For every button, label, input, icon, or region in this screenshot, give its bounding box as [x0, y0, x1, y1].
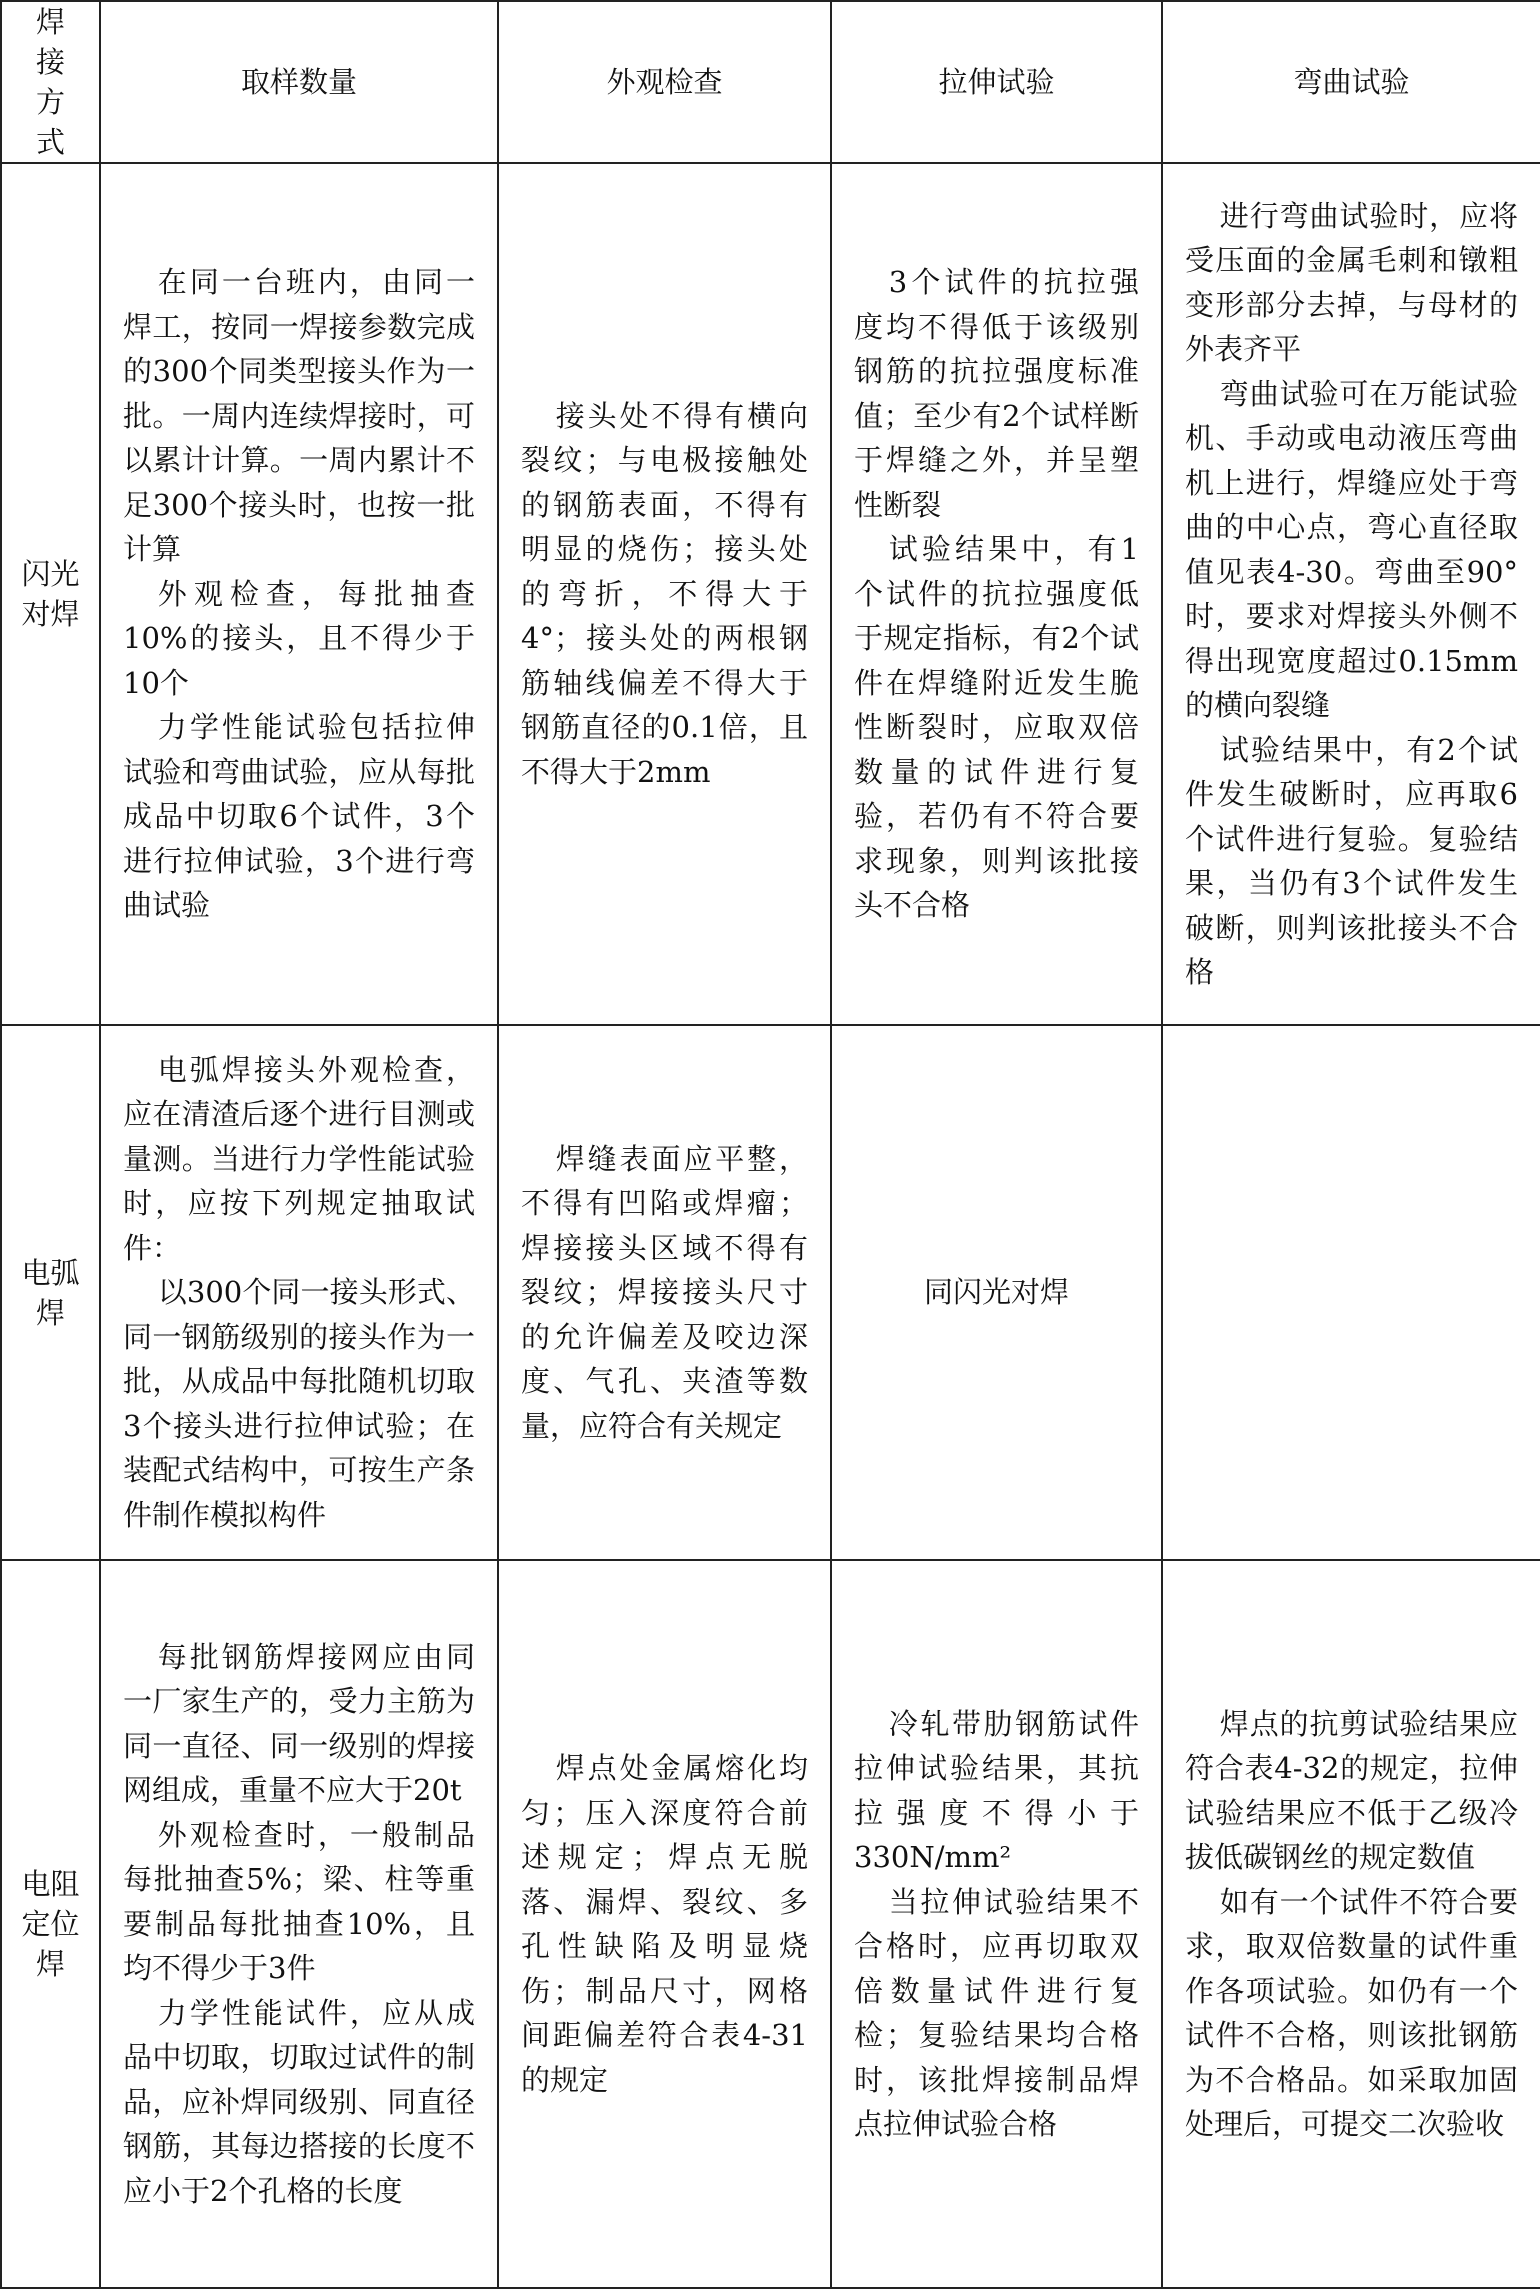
header-sampling: 取样数量 — [100, 1, 498, 163]
paragraph: 试验结果中，有2个试件发生破断时，应再取6个试件进行复验。复验结果，当仍有3个试件发生破断，则判该批接头不合格 — [1185, 732, 1518, 989]
paragraph: 当拉伸试验结果不合格时，应再切取双倍数量试件进行复检；复验结果均合格时，该批焊接制品焊点拉伸试验合格 — [854, 1884, 1139, 2141]
tensile-cell-resist — [831, 1560, 1162, 2288]
paragraph: 外观检查时，一般制品每批抽查5%；梁、柱等重要制品每批抽查10%，且均不得少于3件 — [123, 1817, 475, 1986]
paragraph: 在同一台班内，由同一焊工，按同一焊接参数完成的300个同类型接头作为一批。一周内连续焊接时，可以累计计算。一周内累计不足300个接头时，也按一批计算 — [123, 265, 475, 567]
method-cell-flash — [1, 163, 100, 1025]
paragraph: 力学性能试验包括拉伸试验和弯曲试验，应从每批成品中切取6个试件，3个进行拉伸试验，3个进行弯曲试验 — [123, 710, 475, 923]
method-arc-line2: 焊 — [35, 1295, 65, 1330]
tensile-cell-arc — [831, 1025, 1162, 1560]
paragraph: 同闪光对焊 — [923, 1275, 1069, 1310]
paragraph: 力学性能试件，应从成品中切取，切取过试件的制品，应补焊同级别、同直径钢筋，其每边搭接的长度不应小于2个孔格的长度 — [123, 1995, 475, 2208]
tensile-cell-flash — [831, 163, 1162, 1025]
paragraph: 焊缝表面应平整，不得有凹陷或焊瘤；焊接接头区域不得有裂纹；焊接接头尺寸的允许偏差及咬边深度、气孔、夹渣等数量，应符合有关规定 — [521, 1141, 808, 1443]
method-resist-line3: 焊 — [35, 1947, 65, 1981]
header-method-line2: 方式 — [35, 85, 65, 159]
appearance-cell-resist — [498, 1560, 831, 2288]
appearance-cell-arc — [498, 1025, 831, 1560]
sampling-cell-arc — [100, 1025, 498, 1560]
header-appearance: 外观检查 — [498, 1, 831, 163]
row-resistance-spot-welding — [1, 1560, 1540, 2288]
bending-cell-flash — [1162, 163, 1540, 1025]
paragraph: 冷轧带肋钢筋试件拉伸试验结果，其抗拉强度不得小于330N/mm² — [854, 1706, 1139, 1874]
row-flash-butt-welding — [1, 163, 1540, 1025]
header-bending: 弯曲试验 — [1162, 1, 1540, 163]
sampling-cell-resist — [100, 1560, 498, 2288]
method-arc-line1: 电弧 — [21, 1255, 80, 1290]
paragraph: 如有一个试件不符合要求，取双倍数量的试件重作各项试验。如仍有一个试件不合格，则该批钢筋为不合格品。如采取加固处理后，可提交二次验收 — [1185, 1884, 1518, 2141]
method-cell-arc — [1, 1025, 100, 1560]
appearance-cell-flash — [498, 163, 831, 1025]
method-resist-line1: 电阻 — [21, 1867, 80, 1901]
method-flash-line1: 闪光 — [21, 557, 80, 591]
row-arc-welding — [1, 1025, 1540, 1560]
paragraph: 外观检查，每批抽查10%的接头，且不得少于10个 — [123, 576, 475, 700]
bending-cell-resist — [1162, 1560, 1540, 2288]
header-method-line1: 焊接 — [35, 5, 65, 79]
paragraph: 电弧焊接头外观检查，应在清渣后逐个进行目测或量测。当进行力学性能试验时，应按下列规定抽取试件： — [123, 1052, 475, 1265]
header-method — [1, 1, 100, 163]
paragraph: 3个试件的抗拉强度均不得低于该级别钢筋的抗拉强度标准值；至少有2个试样断于焊缝之外，并呈塑性断裂 — [854, 265, 1139, 522]
sampling-cell-flash — [100, 163, 498, 1025]
paragraph: 焊点的抗剪试验结果应符合表4-32的规定，拉伸试验结果应不低于乙级冷拔低碳钢丝的规定数值 — [1185, 1706, 1518, 1874]
method-flash-line2: 对焊 — [21, 597, 80, 631]
bending-cell-arc — [1162, 1025, 1540, 1560]
header-tensile: 拉伸试验 — [831, 1, 1162, 163]
paragraph: 弯曲试验可在万能试验机、手动或电动液压弯曲机上进行，焊缝应处于弯曲的中心点，弯心直径取值见表4-30。弯曲至90°时，要求对焊接头外侧不得出现宽度超过0.15mm的横向裂缝 — [1185, 376, 1518, 722]
paragraph: 进行弯曲试验时，应将受压面的金属毛刺和镦粗变形部分去掉，与母材的外表齐平 — [1185, 198, 1518, 366]
paragraph: 以300个同一接头形式、同一钢筋级别的接头作为一批，从成品中每批随机切取3个接头进行拉伸试验；在装配式结构中，可按生产条件制作模拟构件 — [123, 1275, 475, 1532]
paragraph: 焊点处金属熔化均匀；压入深度符合前述规定；焊点无脱落、漏焊、裂纹、多孔性缺陷及明显烧伤；制品尺寸，网格间距偏差符合表4-31的规定 — [521, 1751, 808, 2097]
method-cell-resist — [1, 1560, 100, 2288]
paragraph: 接头处不得有横向裂纹；与电极接触处的钢筋表面，不得有明显的烧伤；接头处的弯折，不得大于4°；接头处的两根钢筋轴线偏差不得大于钢筋直径的0.1倍，且不得大于2mm — [521, 398, 808, 789]
paragraph: 试验结果中，有1个试件的抗拉强度低于规定指标，有2个试件在焊缝附近发生脆性断裂时，应取双倍数量的试件进行复验，若仍有不符合要求现象，则判该批接头不合格 — [854, 532, 1139, 923]
header-row — [1, 1, 1540, 163]
paragraph: 每批钢筋焊接网应由同一厂家生产的，受力主筋为同一直径、同一级别的焊接网组成，重量不应大于20t — [123, 1639, 475, 1808]
method-resist-line2: 定位 — [21, 1907, 80, 1941]
